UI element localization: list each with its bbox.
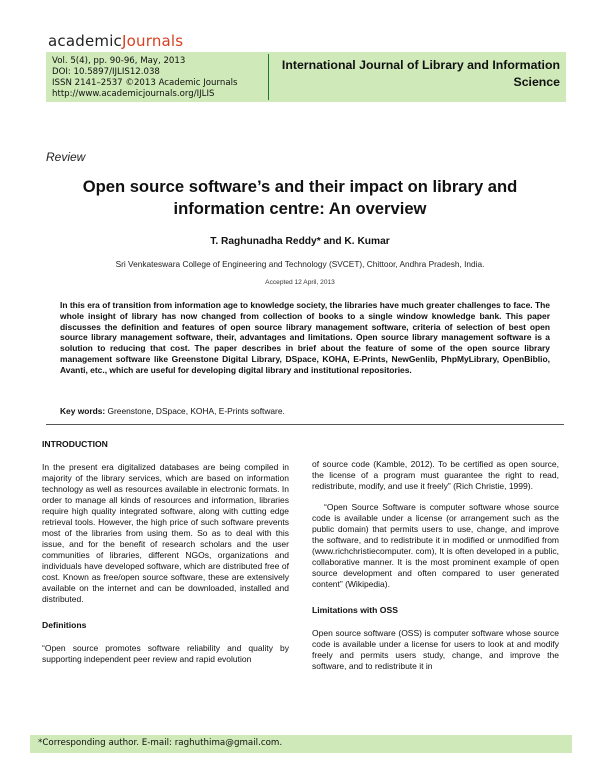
left-column [42, 439, 289, 665]
right-column [312, 459, 559, 672]
authors: T. Raghunadha Reddy* and K. Kumar [210, 236, 390, 247]
journal-url[interactable]: http://www.academicjournals.org/IJLIS [52, 89, 215, 99]
introduction-heading: INTRODUCTION [42, 439, 108, 449]
article-type: Review [46, 150, 86, 164]
volume-info: Vol. 5(4), pp. 90-96, May, 2013 [52, 56, 186, 66]
limitations-heading: Limitations with OSS [312, 605, 398, 615]
publisher-logo [48, 32, 183, 50]
keywords [60, 406, 550, 416]
keywords-list: Greenstone, DSpace, KOHA, E-Prints software. [107, 406, 285, 416]
logo-text-journals: Journals [122, 32, 184, 50]
right-paragraph-1: of source code (Kamble, 2012). To be certified as open source, the license of a program must guarantee the right to read, redistribute, modify, and use it freely” (Rich Christie, 1999). [312, 459, 559, 491]
affiliation: Sri Venkateswara College of Engineering and Technology (SVCET), Chittoor, Andhra Pradesh, India. [115, 259, 485, 269]
right-paragraph-2: “Open Source Software is computer software whose source code is available under a license (or arrangement such as the public domain) that permits users to use, change, and improve the software, and to redistribute it in modified or unmodified from (www.richchristiecomputer. com), It is often developed in a public, collaborative manner. It is the most prominent example of open source development and often compared to user generated content” (Wikipedia). [312, 502, 559, 589]
keywords-label: Key words: [60, 406, 106, 416]
abstract: In this era of transition from information age to knowledge society, the libraries have much greater challenges to face. The whole insight of library has now changed from collection of books to a single window knowledge bank. This paper discusses the definition and features of open source library management software, criteria of selection of best open source library management software, their, advantages and limitations. Open source library management software is a solution to reducing that cost. The paper describes in brief about the feature of some of the open source library management software like Greenstone Digital Library, DSpace, KOHA, E-Prints, NewGenlib, PhpMyLibrary, OpenBiblio, Avanti, etc., which are useful for developing digital library and institutional repositories. [60, 300, 550, 375]
definitions-paragraph: “Open source promotes software reliability and quality by supporting independent peer review and rapid evolution [42, 643, 289, 664]
corresponding-author-footer [30, 735, 572, 753]
logo-text-academic: academic [48, 32, 123, 50]
introduction-paragraph: In the present era digitalized databases are being compiled in majority of the library services, which are based on information technology as well as resources available in electronic formats. In order to manage all kinds of resources and information, libraries require high quality integrated software, along with cutting edge retrieval tools. However, the high price of such software prevents most of the libraries from using them. So as to deal with this issue, and for the benefit of research scholars and the user communities of libraries, different NGOs, organizations and individuals have developed software, which are distributed free of cost. Known as free/open source software, these are extensively available on the internet and can be downloaded, installed and distributed. [42, 462, 289, 604]
limitations-paragraph: Open source software (OSS) is computer software whose source code is available under a license for users to look at and modify freely and permits users study, change, and improve the software, and to redistribute it in [312, 628, 559, 671]
journal-title: International Journal of Library and Information Science [281, 58, 560, 89]
accepted-date: Accepted 12 April, 2013 [265, 279, 335, 286]
article-title: Open source software’s and their impact on library and information centre: An overview [82, 177, 518, 218]
doi: DOI: 10.5897/IJLIS12.038 [52, 67, 160, 77]
section-rule [46, 424, 564, 425]
journal-header [46, 52, 566, 102]
issn: ISSN 2141–2537 ©2013 Academic Journals [52, 78, 238, 88]
definitions-heading: Definitions [42, 620, 87, 630]
corresponding-author: *Corresponding author. E-mail: raghuthima@gmail.com. [38, 738, 283, 748]
publication-meta [52, 56, 237, 100]
